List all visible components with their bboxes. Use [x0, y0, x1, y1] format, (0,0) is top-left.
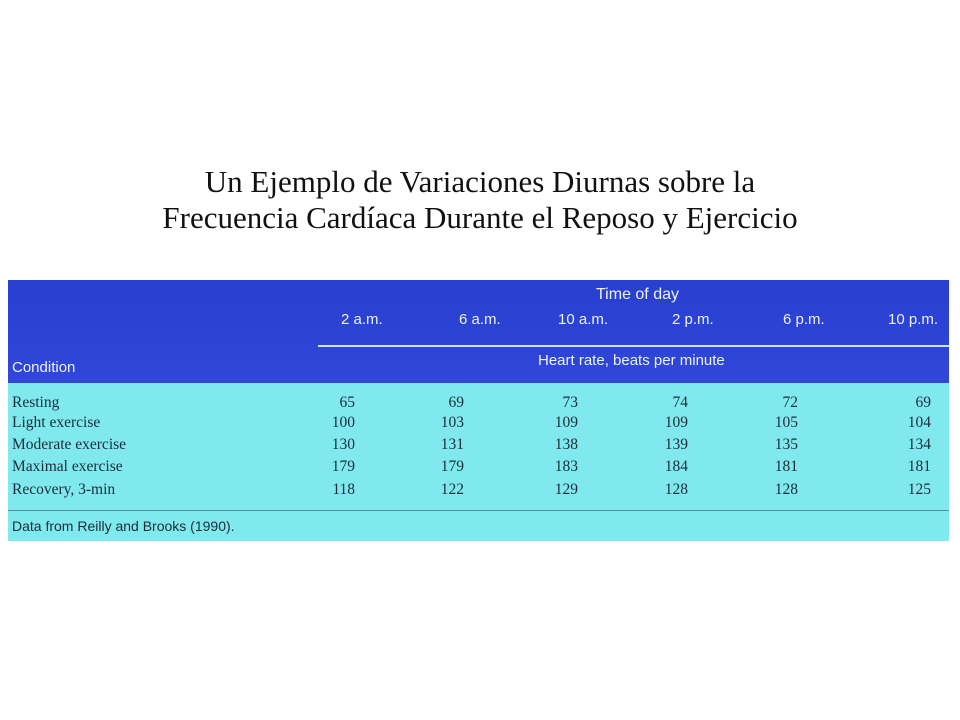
row-label: Moderate exercise — [12, 436, 127, 453]
table-row — [8, 458, 949, 480]
condition-header: Condition — [12, 359, 76, 376]
table-cell: 135 — [774, 436, 798, 453]
table-cell: 181 — [907, 458, 931, 475]
table-row — [8, 436, 949, 458]
table-cell: 72 — [782, 394, 798, 411]
table-cell: 100 — [331, 414, 355, 431]
source-note: Data from Reilly and Brooks (1990). — [12, 518, 235, 534]
row-label: Maximal exercise — [12, 458, 123, 475]
table-cell: 179 — [331, 458, 355, 475]
column-header-6am: 6 a.m. — [459, 311, 501, 328]
table-cell: 134 — [907, 436, 931, 453]
table-cell: 138 — [554, 436, 578, 453]
heart-rate-subheader: Heart rate, beats per minute — [538, 352, 725, 369]
row-label: Light exercise — [12, 414, 101, 431]
title-line-1: Un Ejemplo de Variaciones Diurnas sobre la — [204, 164, 756, 199]
table-cell: 69 — [915, 394, 931, 411]
table-cell: 65 — [339, 394, 355, 411]
table-cell: 131 — [440, 436, 464, 453]
table-cell: 128 — [774, 481, 798, 498]
table-cell: 139 — [664, 436, 688, 453]
table-cell: 118 — [332, 481, 355, 498]
header-divider — [318, 345, 949, 347]
column-header-10pm: 10 p.m. — [888, 311, 939, 328]
table-cell: 125 — [907, 481, 931, 498]
table-cell: 181 — [774, 458, 798, 475]
table-cell: 104 — [907, 414, 931, 431]
table-cell: 130 — [331, 436, 355, 453]
heart-rate-table — [8, 280, 949, 541]
table-cell: 129 — [554, 481, 578, 498]
row-label: Recovery, 3-min — [12, 481, 116, 498]
table-row — [8, 394, 949, 416]
table-cell: 109 — [664, 414, 688, 431]
table-cell: 109 — [554, 414, 578, 431]
table-cell: 183 — [554, 458, 578, 475]
column-header-2pm: 2 p.m. — [672, 311, 714, 328]
table-cell: 128 — [664, 481, 688, 498]
table-row — [8, 414, 949, 436]
table-cell: 179 — [440, 458, 464, 475]
table-cell: 69 — [448, 394, 464, 411]
slide-title — [0, 164, 960, 236]
time-of-day-header: Time of day — [596, 286, 679, 303]
column-header-6pm: 6 p.m. — [783, 311, 825, 328]
table-cell: 74 — [672, 394, 688, 411]
table-cell: 73 — [562, 394, 578, 411]
table-cell: 103 — [440, 414, 464, 431]
title-line-2: Frecuencia Cardíaca Durante el Reposo y Ejercicio — [162, 200, 798, 235]
table-cell: 184 — [664, 458, 688, 475]
column-header-10am: 10 a.m. — [558, 311, 609, 328]
footer-divider — [8, 510, 949, 511]
row-label: Resting — [12, 394, 60, 411]
table-cell: 105 — [774, 414, 798, 431]
table-header — [8, 280, 949, 383]
table-cell: 122 — [440, 481, 464, 498]
column-header-2am: 2 a.m. — [341, 311, 383, 328]
table-row — [8, 481, 949, 503]
